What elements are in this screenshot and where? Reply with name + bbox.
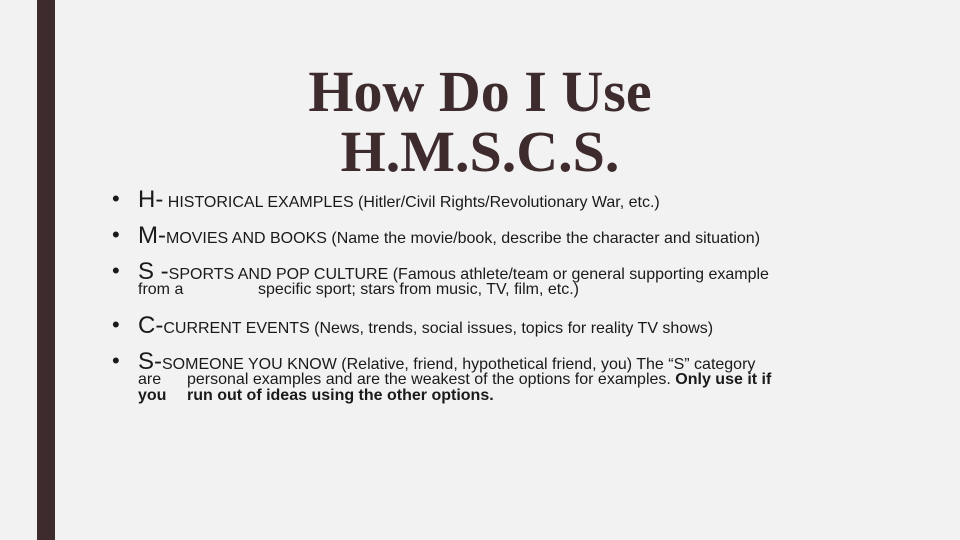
bullet-letter: S- xyxy=(138,348,162,375)
bullet-letter: H- xyxy=(138,186,164,213)
bullet-continuation: are xyxy=(138,371,162,388)
bullet-text: SOMEONE YOU KNOW (Relative, friend, hypothetical friend, you) The “S” category xyxy=(162,356,756,373)
bullet-emphasis: Only use it if xyxy=(675,371,772,388)
bullet-letter: M- xyxy=(138,222,166,249)
bullet-letter: C- xyxy=(138,312,164,339)
bullet-dot: • xyxy=(112,312,120,337)
slide-title-line-2: H.M.S.C.S. xyxy=(340,119,620,184)
bullet-dot: • xyxy=(112,186,120,211)
bullet-continuation: from a xyxy=(138,281,184,298)
bullet-text: HISTORICAL EXAMPLES (Hitler/Civil Rights/Revolutionary War, etc.) xyxy=(163,194,660,211)
bullet-dot: • xyxy=(112,222,120,247)
bullet-text: CURRENT EVENTS (News, trends, social issues, topics for reality TV shows) xyxy=(163,320,714,337)
slide-title xyxy=(200,59,760,184)
bullet-dot: • xyxy=(112,348,120,373)
bullet-dot: • xyxy=(112,258,120,283)
bullet-text: MOVIES AND BOOKS (Name the movie/book, describe the character and situation) xyxy=(165,230,761,247)
bullet-continuation: specific sport; stars from music, TV, film, etc.) xyxy=(258,281,579,298)
bullet-text: SPORTS AND POP CULTURE (Famous athlete/team or general supporting example xyxy=(168,266,769,283)
slide-accent-bar xyxy=(37,0,55,540)
slide-title-line-1: How Do I Use xyxy=(308,59,652,124)
bullet-continuation: run out of ideas using the other options. xyxy=(187,387,494,404)
bullet-continuation-text: personal examples and are the weakest of the options for examples. xyxy=(187,371,671,388)
bullet-continuation: you xyxy=(138,387,167,404)
bullet-continuation xyxy=(187,372,771,388)
bullet-letter: S - xyxy=(138,258,169,285)
